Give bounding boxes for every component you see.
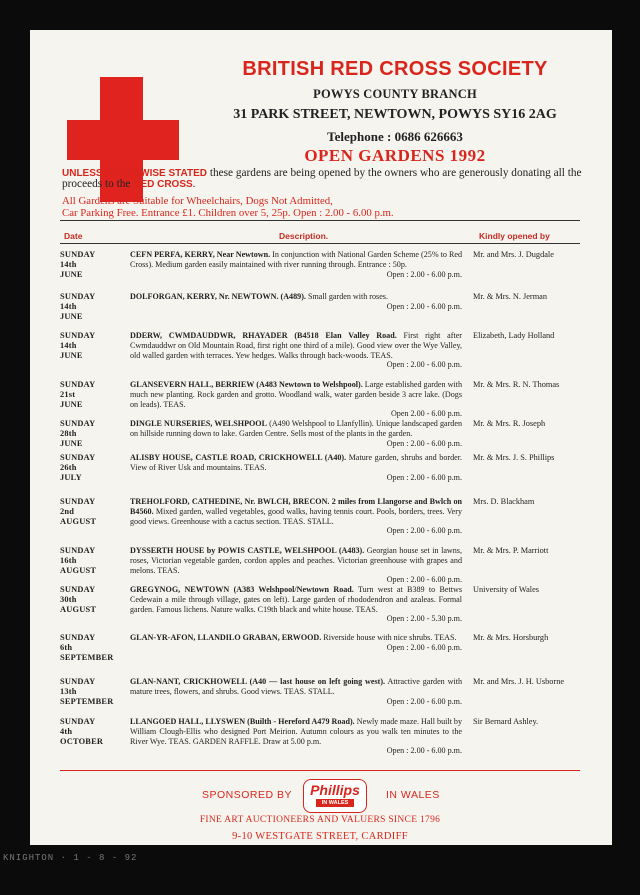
- sponsored-by: SPONSORED BY: [202, 789, 293, 801]
- opened-by: Mr. & Mrs. J. S. Phillips: [473, 453, 555, 462]
- entry-description: [130, 585, 462, 624]
- garden-details: (A490 Welshpool to Llanfyllin). Unique landscaped garden on hillside running down to lake. Garden Centre. Sells most of the plants in the garden.: [130, 419, 462, 438]
- opening-time: Open : 2.00 - 6.00 p.m.: [386, 696, 462, 706]
- intro-end: .: [192, 178, 196, 190]
- opening-time: Open : 2.00 - 6.00 p.m.: [386, 438, 462, 448]
- opened-by: Mr. & Mrs. P. Marriott: [473, 546, 549, 555]
- opening-time: Open : 2.00 - 6.00 p.m.: [386, 746, 462, 756]
- entry-date: SUNDAY 2nd AUGUST: [60, 497, 97, 526]
- garden-details: Riverside house with nice shrubs. TEAS.: [321, 633, 457, 642]
- garden-name: DDERW, CWMDAUDDWR, RHAYADER (B4518 Elan Valley Road.: [130, 331, 397, 340]
- garden-name: LLANGOED HALL, LLYSWEN (Builth - Hereford A479 Road).: [130, 717, 355, 726]
- intro-text: [62, 168, 582, 190]
- entry-text: [130, 585, 462, 614]
- opening-time: Open : 2.00 - 6.00 p.m.: [386, 642, 462, 652]
- entry-date: SUNDAY 16th AUGUST: [60, 546, 97, 575]
- entry-text: [130, 677, 462, 697]
- entry-date: SUNDAY 4th OCTOBER: [60, 717, 104, 746]
- opened-by: Mr. & Mrs. R. Joseph: [473, 419, 546, 428]
- garden-details: Large established garden with much new planting. Rock garden and grotto. Woodland walk, water garden beside 3 acre lake. (Dogs on leads). TEAS.: [130, 380, 462, 409]
- entry-date: SUNDAY 14th JUNE: [60, 331, 96, 360]
- telephone: Telephone : 0686 626663: [327, 129, 463, 144]
- opened-by: Elizabeth, Lady Holland: [473, 331, 555, 340]
- opened-by: University of Wales: [473, 585, 540, 594]
- garden-details: Turn west at B389 to Bettws Cedewain a mile through village, gates on left). Large garden of rhododendron and azaleas. Formal garden. Famous lichens. Nature walks. C19th black and white house. TEAS.: [130, 585, 462, 614]
- branch-address: 31 PARK STREET, NEWTOWN, POWYS SY16 2AG: [233, 107, 557, 122]
- opening-time: Open : 2.00 - 5.30 p.m.: [386, 614, 462, 624]
- event-title: OPEN GARDENS 1992: [304, 146, 486, 165]
- entry-text: [130, 546, 462, 575]
- intro-lead: UNLESS OTHERWISE STATED: [62, 168, 208, 179]
- header-rule-bottom: [60, 243, 580, 244]
- entry-text: [130, 497, 462, 526]
- entry-description: [130, 453, 462, 482]
- entry-date: SUNDAY 14th JUNE: [60, 292, 96, 321]
- entry-description: [130, 717, 462, 756]
- entry-description: [130, 633, 462, 653]
- entry-description: [130, 250, 462, 279]
- entry-date: SUNDAY 6th SEPTEMBER: [60, 633, 114, 662]
- pencil-annotation: KNIGHTON · 1 - 8 - 92: [3, 853, 138, 863]
- garden-name: DINGLE NURSERIES, WELSHPOOL: [130, 419, 268, 428]
- phillips-logo: [303, 779, 367, 813]
- opened-by: Mr. & Mrs. Horsburgh: [473, 633, 549, 642]
- opened-by: Mr. & Mrs. R. N. Thomas: [473, 380, 560, 389]
- garden-details: Mature garden, shrubs and border. View of River Usk and mountains. TEAS.: [130, 453, 463, 472]
- header-rule-top: [60, 220, 580, 221]
- entry-date: SUNDAY 28th JUNE: [60, 419, 96, 448]
- opened-by: Mrs. D. Blackham: [473, 497, 535, 506]
- opening-time: Open : 2.00 - 6.00 p.m.: [386, 526, 462, 536]
- column-date: Date: [64, 231, 83, 241]
- entry-text: [130, 633, 462, 643]
- garden-details: Newly made maze. Hall built by William Clough-Ellis who designed Port Meirion. Autumn colours as you walk ten minutes to the River Wye. TEAS. GARDEN RAFFLE. Draw at 5.00 p.m.: [130, 717, 462, 746]
- opening-time: Open : 2.00 - 6.00 p.m.: [386, 360, 462, 370]
- footer-rule: [60, 770, 580, 771]
- garden-details: Attractive garden with mature trees, flowers, and shrubs. Good views. TEAS. STALL.: [130, 677, 462, 696]
- opening-time: Open 2.00 - 6.00 p.m.: [390, 409, 462, 419]
- conditions-line-1: All Gardens are Suitable for Wheelchairs, Dogs Not Admitted,: [62, 195, 333, 207]
- opened-by: Sir Bernard Ashley.: [473, 717, 539, 726]
- garden-name: TREHOLFORD, CATHEDINE, Nr. BWLCH, BRECON. 2 miles from Llangorse and Bwlch on B4560.: [130, 497, 462, 516]
- intro-red-cross: RED CROSS: [133, 179, 193, 190]
- society-title: BRITISH RED CROSS SOCIETY: [242, 58, 548, 80]
- entry-text: [130, 250, 462, 270]
- entry-text: [130, 419, 462, 439]
- entry-description: [130, 546, 462, 585]
- conditions: [62, 196, 582, 219]
- garden-name: GLAN-NANT, CRICKHOWELL (A40 — last house on left going west).: [130, 677, 386, 686]
- conditions-line-2: Car Parking Free. Entrance £1. Children over 5, 25p. Open : 2.00 - 6.00 p.m.: [62, 206, 394, 219]
- garden-name: CEFN PERFA, KERRY, Near Newtown.: [130, 250, 271, 259]
- garden-details: In conjunction with National Garden Scheme (25% to Red Cross). Medium garden easily maintained with river running through. Entrance : 50p.: [130, 250, 462, 269]
- entry-description: [130, 380, 462, 419]
- sponsor-address: 9-10 WESTGATE STREET, CARDIFF: [232, 831, 408, 842]
- entry-text: [130, 453, 462, 473]
- entry-date: SUNDAY 14th JUNE: [60, 250, 96, 279]
- opening-time: Open : 2.00 - 6.00 p.m.: [386, 575, 462, 585]
- garden-details: Small garden with roses.: [305, 292, 388, 301]
- garden-name: GLANSEVERN HALL, BERRIEW (A483 Newtown to Welshpool).: [130, 380, 363, 389]
- column-opened-by: Kindly opened by: [479, 231, 550, 241]
- entry-text: [130, 292, 462, 302]
- entry-text: [130, 331, 462, 360]
- entry-description: [130, 292, 462, 312]
- garden-name: ALISBY HOUSE, CASTLE ROAD, CRICKHOWELL (A40).: [130, 453, 347, 462]
- garden-details: First right after Cwmdauddwr on Old Mountain Road, first right one third of a mile). Good view over the Wye Valley, old walled garden with terraces. Yew hedges. Walks through back-woods. TEAS.: [130, 331, 462, 360]
- entry-date: SUNDAY 21st JUNE: [60, 380, 96, 409]
- entry-text: [130, 380, 462, 409]
- entry-description: [130, 677, 462, 706]
- fine-art-line: FINE ART AUCTIONEERS AND VALUERS SINCE 1796: [199, 815, 441, 825]
- in-wales: IN WALES: [386, 789, 440, 801]
- garden-name: DYSSERTH HOUSE by POWIS CASTLE, WELSHPOOL (A483).: [130, 546, 365, 555]
- garden-name: GLAN-YR-AFON, LLANDILO GRABAN, ERWOOD.: [130, 633, 322, 642]
- red-cross-emblem-bar: [67, 120, 179, 160]
- column-description: Description.: [279, 231, 329, 241]
- opened-by: Mr. & Mrs. N. Jerman: [473, 292, 547, 301]
- entry-description: [130, 331, 462, 370]
- logo-sub: IN WALES: [316, 799, 354, 807]
- garden-name: DOLFORGAN, KERRY, Nr. NEWTOWN. (A489).: [130, 292, 306, 301]
- branch-name: POWYS COUNTY BRANCH: [313, 87, 477, 101]
- entry-date: SUNDAY 13th SEPTEMBER: [60, 677, 114, 706]
- logo-name: Phillips: [310, 782, 360, 798]
- poster-sheet: [30, 30, 612, 845]
- opening-time: Open : 2.00 - 6.00 p.m.: [386, 269, 462, 279]
- garden-name: GREGYNOG, NEWTOWN (A383 Welshpool/Newtown Road.: [130, 585, 354, 594]
- opened-by: Mr. and Mrs. J. H. Usborne: [473, 677, 565, 686]
- opening-time: Open : 2.00 - 6.00 p.m.: [386, 472, 462, 482]
- entry-date: SUNDAY 26th JULY: [60, 453, 96, 482]
- opening-time: Open : 2.00 - 6.00 p.m.: [386, 301, 462, 311]
- garden-details: Georgian house set in lawns, roses, Victorian vegetable garden, cordon apples and peaches. Victorian greenhouse with grapes and melons. TEAS.: [130, 546, 462, 575]
- entry-text: [130, 717, 462, 746]
- intro-body: these gardens are being opened by the owners who are generously donating all the proceeds to the: [62, 167, 582, 190]
- entry-date: SUNDAY 30th AUGUST: [60, 585, 97, 614]
- entry-description: [130, 497, 462, 536]
- garden-details: Mixed garden, walled vegetables, good walks, having tennis court. Pools, borders, trees. Very good views. Greenhouse with a cactus section. TEAS. STALL.: [130, 506, 462, 526]
- opened-by: Mr. and Mrs. J. Dugdale: [473, 250, 554, 259]
- entry-description: [130, 419, 462, 448]
